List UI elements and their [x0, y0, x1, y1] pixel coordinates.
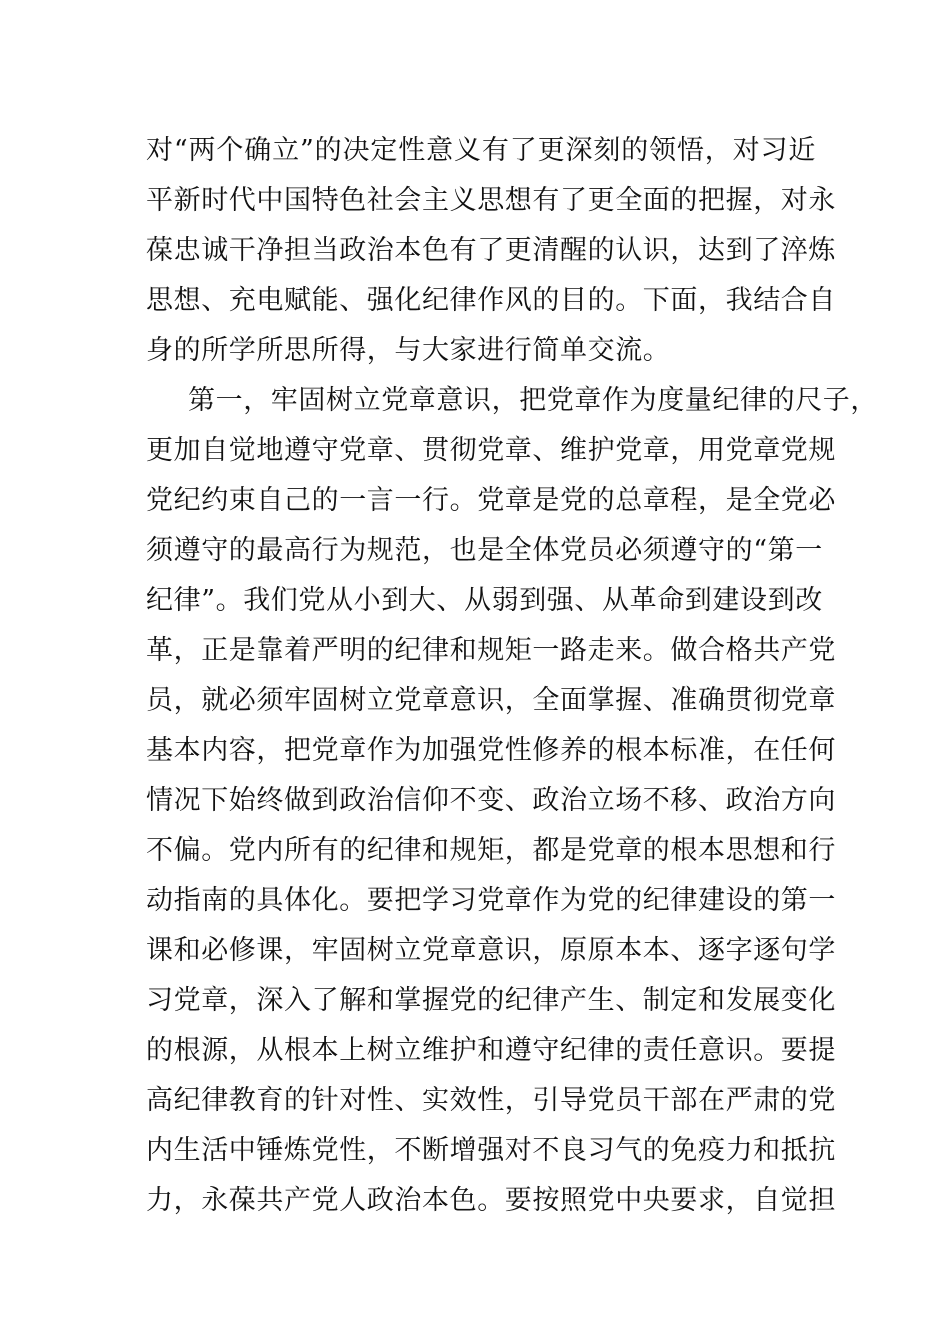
text-line: 高纪律教育的针对性、实效性，引导党员干部在严肃的党 — [146, 1085, 836, 1116]
text-line: 不偏。党内所有的纪律和规矩，都是党章的根本思想和行 — [146, 835, 836, 866]
text-line: 葆忠诚干净担当政治本色有了更清醒的认识，达到了淬炼 — [146, 235, 836, 266]
paragraph-first-line: 第一，牢固树立党章意识，把党章作为度量纪律的尺子， — [188, 385, 878, 416]
text-line: 情况下始终做到政治信仰不变、政治立场不移、政治方向 — [146, 785, 836, 816]
text-line: 员，就必须牢固树立党章意识，全面掌握、准确贯彻党章 — [146, 685, 836, 716]
text-line: 对“两个确立”的决定性意义有了更深刻的领悟，对习近 — [146, 135, 816, 166]
text-line: 习党章，深入了解和掌握党的纪律产生、制定和发展变化 — [146, 985, 836, 1016]
text-line: 基本内容，把党章作为加强党性修养的根本标准，在任何 — [146, 735, 836, 766]
body-text — [146, 126, 878, 1226]
text-line: 身的所学所思所得，与大家进行简单交流。 — [146, 335, 671, 366]
text-line: 须遵守的最高行为规范，也是全体党员必须遵守的“第一 — [146, 535, 823, 566]
text-line: 内生活中锤炼党性，不断增强对不良习气的免疫力和抵抗 — [146, 1135, 836, 1166]
text-line: 平新时代中国特色社会主义思想有了更全面的把握，对永 — [146, 185, 836, 216]
text-line: 课和必修课，牢固树立党章意识，原原本本、逐字逐句学 — [146, 935, 836, 966]
text-line: 党纪约束自己的一言一行。党章是党的总章程，是全党必 — [146, 485, 836, 516]
text-line: 的根源，从根本上树立维护和遵守纪律的责任意识。要提 — [146, 1035, 836, 1066]
text-line: 动指南的具体化。要把学习党章作为党的纪律建设的第一 — [146, 885, 836, 916]
text-line: 力，永葆共产党人政治本色。要按照党中央要求，自觉担 — [146, 1185, 836, 1216]
text-line: 革，正是靠着严明的纪律和规矩一路走来。做合格共产党 — [146, 635, 836, 666]
text-line: 更加自觉地遵守党章、贯彻党章、维护党章，用党章党规 — [146, 435, 836, 466]
text-line: 纪律”。我们党从小到大、从弱到强、从革命到建设到改 — [146, 585, 823, 616]
text-line: 思想、充电赋能、强化纪律作风的目的。下面，我结合自 — [146, 285, 836, 316]
